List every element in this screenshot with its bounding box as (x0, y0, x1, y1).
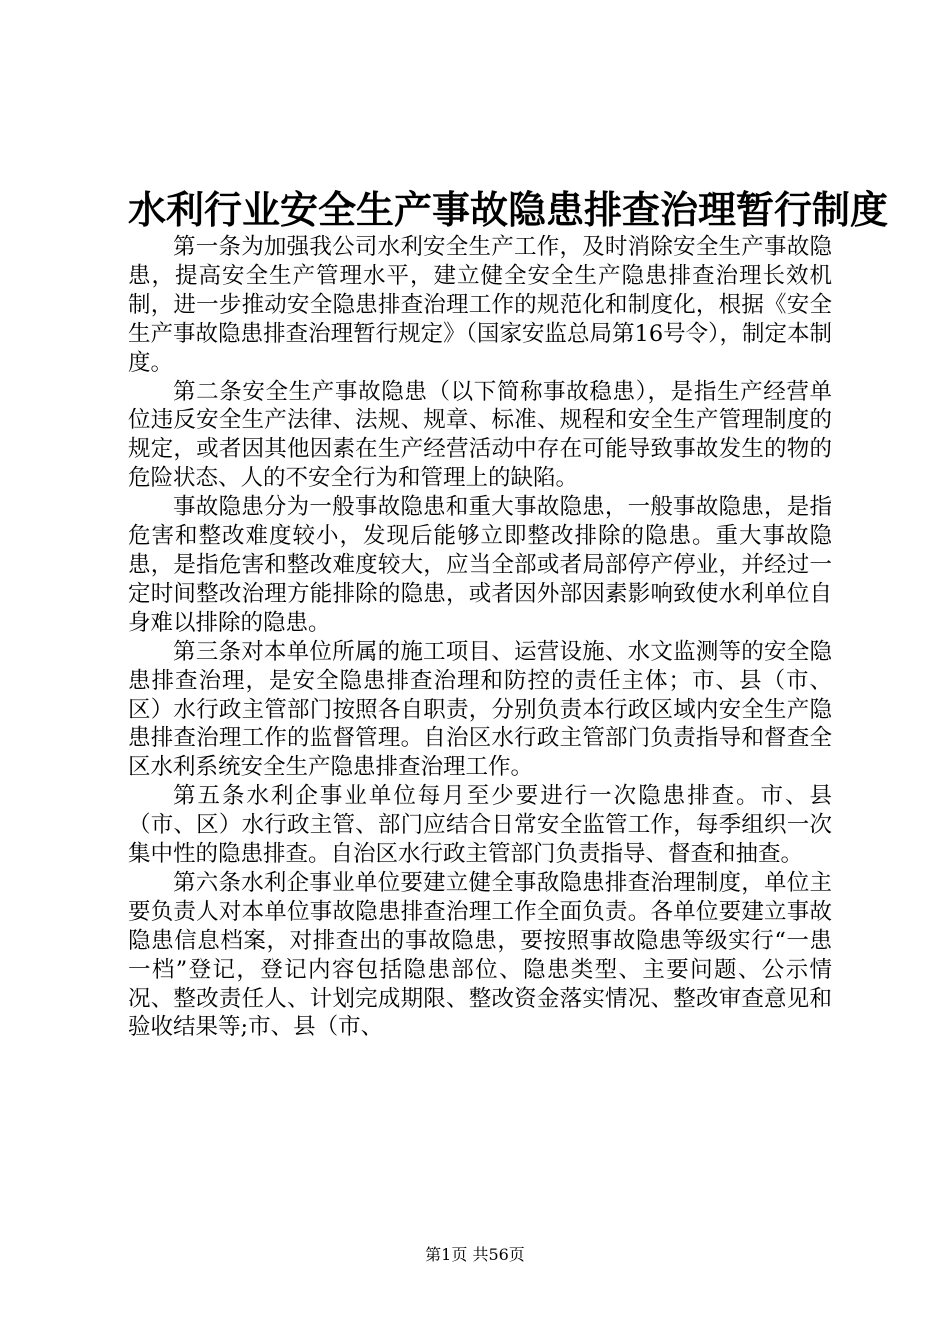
paragraph-article-1: 第一条为加强我公司水利安全生产工作，及时消除安全生产事故隐患，提高安全生产管理水平，建立健全安全生产隐患排查治理长效机制，进一步推动安全隐患排查治理工作的规范化和制度化，根据《安全生产事故隐患排查治理暂行规定》（国家安监总局第16号令），制定本制度。 (128, 234, 832, 376)
paragraph-hazard-classification: 事故隐患分为一般事故隐患和重大事故隐患，一般事故隐患，是指危害和整改难度较小，发现后能够立即整改排除的隐患。重大事故隐患，是指危害和整改难度较大，应当全部或者局部停产停业，并经过一定时间整改治理方能排除的隐患，或者因外部因素影响致使水利单位自身难以排除的隐患。 (128, 494, 832, 636)
paragraph-article-3: 第三条对本单位所属的施工项目、运营设施、水文监测等的安全隐患排查治理，是安全隐患排查治理和防控的责任主体；市、县（市、区）水行政主管部门按照各自职责，分别负责本行政区域内安全生产隐患排查治理工作的监督管理。自治区水行政主管部门负责指导和督查全区水利系统安全生产隐患排查治理工作。 (128, 638, 832, 781)
document-body (128, 233, 832, 1042)
page-number-label: 第1页 共56页 (425, 1245, 525, 1264)
paragraph-article-6: 第六条水利企事业单位要建立健全事敌隐患排查治理制度，单位主要负责人对本单位事故隐患排查治理工作全面负责。各单位要建立事故隐患信息档案，对排查出的事故隐患，要按照事故隐患等级实行“一患一档”登记，登记内容包括隐患部位、隐患类型、主要问题、公示情况、整改责任人、计划完成期限、整改资金落实情况、整改审查意见和验收结果等;市、县（市、 (128, 869, 832, 1041)
paragraph-article-5: 第五条水利企事业单位每月至少要进行一次隐患排查。市、县（市、区）水行政主管、部门应结合日常安全监管工作，每季组织一次集中性的隐患排查。自治区水行政主管部门负责指导、督查和抽查。 (128, 783, 832, 868)
page-footer (0, 1244, 950, 1266)
paragraph-article-2: 第二条安全生产事故隐患（以下简称事故稳患），是指生产经营单位违反安全生产法律、法规、规章、标准、规程和安全生产管理制度的规定，或者因其他因素在生产经营活动中存在可能导致事故发生的物的危险状态、人的不安全行为和管理上的缺陷。 (128, 378, 832, 492)
document-title: 水利行业安全生产事故隐患排查治理暂行制度 (128, 187, 889, 232)
